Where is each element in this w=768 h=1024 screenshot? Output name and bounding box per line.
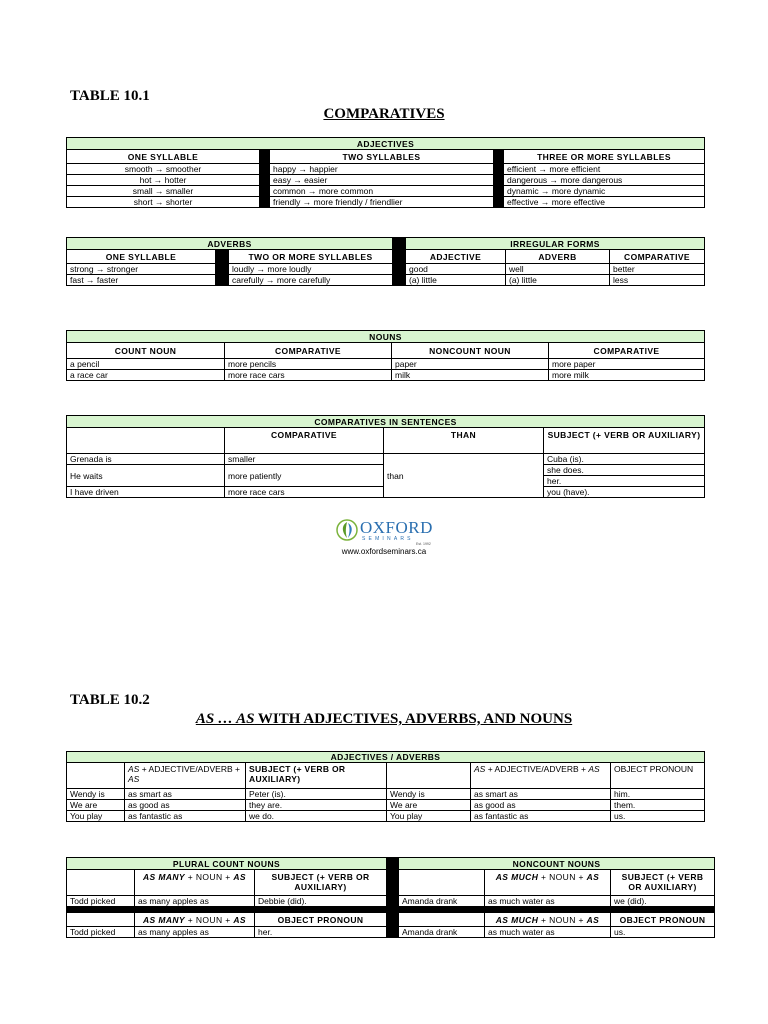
cell: We are xyxy=(387,800,471,811)
mid-word: + ADJECTIVE/ADVERB + xyxy=(139,764,240,774)
logo-name: OXFORD xyxy=(360,518,433,537)
cell: them. xyxy=(611,800,705,811)
cell: friendly → more friendly / friendlier xyxy=(270,197,494,208)
cell: as good as xyxy=(471,800,611,811)
as-word: AS xyxy=(233,914,246,925)
table-row xyxy=(67,164,705,175)
col-adverb: ADVERB xyxy=(506,250,610,264)
cell: Wendy is xyxy=(67,789,125,800)
cell: dangerous → more dangerous xyxy=(504,175,705,186)
cell: loudly → more loudly xyxy=(229,264,393,275)
col-subject: SUBJECT (+ VERB OR AUXILIARY) xyxy=(255,870,387,896)
cell: small → smaller xyxy=(67,186,260,197)
as-word: AS xyxy=(128,774,140,784)
col-object-pronoun: OBJECT PRONOUN xyxy=(255,913,387,927)
cell: they are. xyxy=(246,800,387,811)
noncount-header: NONCOUNT NOUNS xyxy=(399,858,715,870)
adverbs-irregular-table xyxy=(66,237,705,286)
cell: as many apples as xyxy=(135,896,255,907)
cell: Debbie (did). xyxy=(255,896,387,907)
cell: paper xyxy=(392,359,549,370)
cell: Grenada is xyxy=(67,454,225,465)
blank-header-cell xyxy=(67,913,135,927)
cell: Todd picked xyxy=(67,927,135,938)
cell: better xyxy=(610,264,705,275)
logo-est: Est. 1992 xyxy=(416,542,431,546)
cell: more race cars xyxy=(225,487,384,498)
subject-cell-pair xyxy=(544,465,705,487)
adverbs-header: ADVERBS xyxy=(67,238,393,250)
col-object-pronoun: OBJECT PRONOUN xyxy=(611,763,705,789)
comparatives-in-sentences-table xyxy=(66,415,705,498)
cell: Wendy is xyxy=(387,789,471,800)
col-as-much xyxy=(485,870,611,896)
cell: You play xyxy=(67,811,125,822)
col-subject: SUBJECT (+ VERB OR AUXILIARY) xyxy=(246,763,387,789)
divider xyxy=(260,150,270,208)
as-word: AS xyxy=(233,872,246,882)
col-adjective: ADJECTIVE xyxy=(406,250,506,264)
table-row xyxy=(67,454,705,465)
col-than: THAN xyxy=(384,428,544,454)
as-word: AS xyxy=(586,914,600,925)
blank-header-cell xyxy=(387,763,471,789)
noun-word: + NOUN + xyxy=(184,872,234,882)
cell: we (did). xyxy=(611,896,715,907)
cell: smooth → smoother xyxy=(67,164,260,175)
as-many-word: AS MANY xyxy=(142,914,185,925)
col-noncount-noun: NONCOUNT NOUN xyxy=(392,343,549,359)
leaf-logo-icon xyxy=(336,519,358,541)
as-word: AS xyxy=(586,872,600,882)
col-comparative: COMPARATIVE xyxy=(549,343,705,359)
col-as-adj-adv-as xyxy=(471,763,611,789)
table-row xyxy=(67,370,705,381)
mid-word: + ADJECTIVE/ADVERB + xyxy=(485,764,589,774)
col-comparative: COMPARATIVE xyxy=(225,428,384,454)
col-one-syllable: ONE SYLLABLE xyxy=(67,150,260,164)
cell: as smart as xyxy=(125,789,246,800)
cell: We are xyxy=(67,800,125,811)
table-row xyxy=(67,264,705,275)
cell: short → shorter xyxy=(67,197,260,208)
cell: as fantastic as xyxy=(125,811,246,822)
col-as-much xyxy=(485,913,611,927)
adjectives-adverbs-table xyxy=(66,751,705,822)
cell: more pencils xyxy=(225,359,392,370)
as-word: AS xyxy=(474,764,486,774)
noun-word: + NOUN + xyxy=(538,872,587,882)
table-10-2-label: TABLE 10.2 xyxy=(70,692,150,708)
col-object-pronoun: OBJECT PRONOUN xyxy=(611,913,715,927)
cell: He waits xyxy=(67,465,225,487)
cell: as much water as xyxy=(485,927,611,938)
cell: as many apples as xyxy=(135,927,255,938)
cell: Amanda drank xyxy=(399,927,485,938)
as-much-word: AS MUCH xyxy=(495,914,539,925)
title-rest: WITH ADJECTIVES, ADVERBS, AND NOUNS xyxy=(254,711,573,727)
cell: (a) little xyxy=(406,275,506,286)
cell: more milk xyxy=(549,370,705,381)
cell: hot → hotter xyxy=(67,175,260,186)
col-subject: SUBJECT (+ VERB OR AUXILIARY) xyxy=(544,428,705,454)
cell: more paper xyxy=(549,359,705,370)
sentences-header: COMPARATIVES IN SENTENCES xyxy=(67,416,705,428)
cell: less xyxy=(610,275,705,286)
as-word: AS xyxy=(588,764,600,774)
than-cell: than xyxy=(384,454,544,498)
col-as-many xyxy=(135,870,255,896)
blank-header-cell xyxy=(399,870,485,896)
adj-adv-header: ADJECTIVES / ADVERBS xyxy=(67,752,705,763)
logo-url: www.oxfordseminars.ca xyxy=(341,547,427,556)
cell: a pencil xyxy=(67,359,225,370)
cell: efficient → more efficient xyxy=(504,164,705,175)
table-row xyxy=(67,800,705,811)
as-as-title xyxy=(0,711,768,728)
col-two-or-more-syllables: TWO OR MORE SYLLABLES xyxy=(229,250,393,264)
cell: us. xyxy=(611,927,715,938)
count-noncount-table xyxy=(66,857,715,938)
cell: effective → more effective xyxy=(504,197,705,208)
cell: her. xyxy=(547,476,562,486)
cell: good xyxy=(406,264,506,275)
cell: strong → stronger xyxy=(67,264,216,275)
col-comparative: COMPARATIVE xyxy=(610,250,705,264)
nouns-header: NOUNS xyxy=(67,331,705,343)
cell: milk xyxy=(392,370,549,381)
table-row xyxy=(67,275,705,286)
cell: common → more common xyxy=(270,186,494,197)
cell: she does. xyxy=(544,465,704,476)
irregular-header: IRREGULAR FORMS xyxy=(406,238,705,250)
blank-header-cell xyxy=(67,428,225,454)
cell: You play xyxy=(387,811,471,822)
table-row xyxy=(67,175,705,186)
adjectives-header: ADJECTIVES xyxy=(67,138,705,150)
cell: we do. xyxy=(246,811,387,822)
table-row xyxy=(67,789,705,800)
divider xyxy=(216,250,229,286)
cell: Todd picked xyxy=(67,896,135,907)
noun-word: + NOUN + xyxy=(184,914,234,925)
cell: more patiently xyxy=(225,465,384,487)
col-two-syllables: TWO SYLLABLES xyxy=(270,150,494,164)
table-10-1-label: TABLE 10.1 xyxy=(70,88,150,104)
logo-sub: SEMINARS xyxy=(362,536,414,542)
col-subject: SUBJECT (+ VERB OR AUXILIARY) xyxy=(611,870,715,896)
col-three-syllables: THREE OR MORE SYLLABLES xyxy=(504,150,705,164)
as-many-word: AS MANY xyxy=(142,872,185,882)
plural-count-header: PLURAL COUNT NOUNS xyxy=(67,858,387,870)
cell: as smart as xyxy=(471,789,611,800)
table-row xyxy=(67,197,705,208)
blank-header-cell xyxy=(399,913,485,927)
cell: you (have). xyxy=(544,487,705,498)
as-word: AS xyxy=(128,764,140,774)
title-as-as: AS … AS xyxy=(195,711,255,727)
table-row xyxy=(67,811,705,822)
divider xyxy=(494,150,504,208)
col-as-many xyxy=(135,913,255,927)
cell: smaller xyxy=(225,454,384,465)
comparatives-title: COMPARATIVES xyxy=(323,106,445,122)
as-much-word: AS MUCH xyxy=(495,872,539,882)
cell: easy → easier xyxy=(270,175,494,186)
cell: fast → faster xyxy=(67,275,216,286)
table-row xyxy=(67,359,705,370)
adjectives-table xyxy=(66,137,705,208)
cell: I have driven xyxy=(67,487,225,498)
cell: Amanda drank xyxy=(399,896,485,907)
table-row xyxy=(67,186,705,197)
cell: Cuba (is). xyxy=(544,454,705,465)
divider xyxy=(387,858,399,938)
cell: as much water as xyxy=(485,896,611,907)
nouns-table xyxy=(66,330,705,381)
col-comparative: COMPARATIVE xyxy=(225,343,392,359)
blank-header-cell xyxy=(67,763,125,789)
col-one-syllable: ONE SYLLABLE xyxy=(67,250,216,264)
col-as-adj-adv-as xyxy=(125,763,246,789)
blank-header-cell xyxy=(67,870,135,896)
cell: a race car xyxy=(67,370,225,381)
cell: her. xyxy=(255,927,387,938)
cell: as good as xyxy=(125,800,246,811)
cell: well xyxy=(506,264,610,275)
noun-word: + NOUN + xyxy=(538,914,587,925)
cell: him. xyxy=(611,789,705,800)
cell: more race cars xyxy=(225,370,392,381)
cell: happy → happier xyxy=(270,164,494,175)
divider xyxy=(393,238,406,286)
cell: Peter (is). xyxy=(246,789,387,800)
col-count-noun: COUNT NOUN xyxy=(67,343,225,359)
cell: dynamic → more dynamic xyxy=(504,186,705,197)
cell: carefully → more carefully xyxy=(229,275,393,286)
cell: us. xyxy=(611,811,705,822)
cell: as fantastic as xyxy=(471,811,611,822)
cell: (a) little xyxy=(506,275,610,286)
